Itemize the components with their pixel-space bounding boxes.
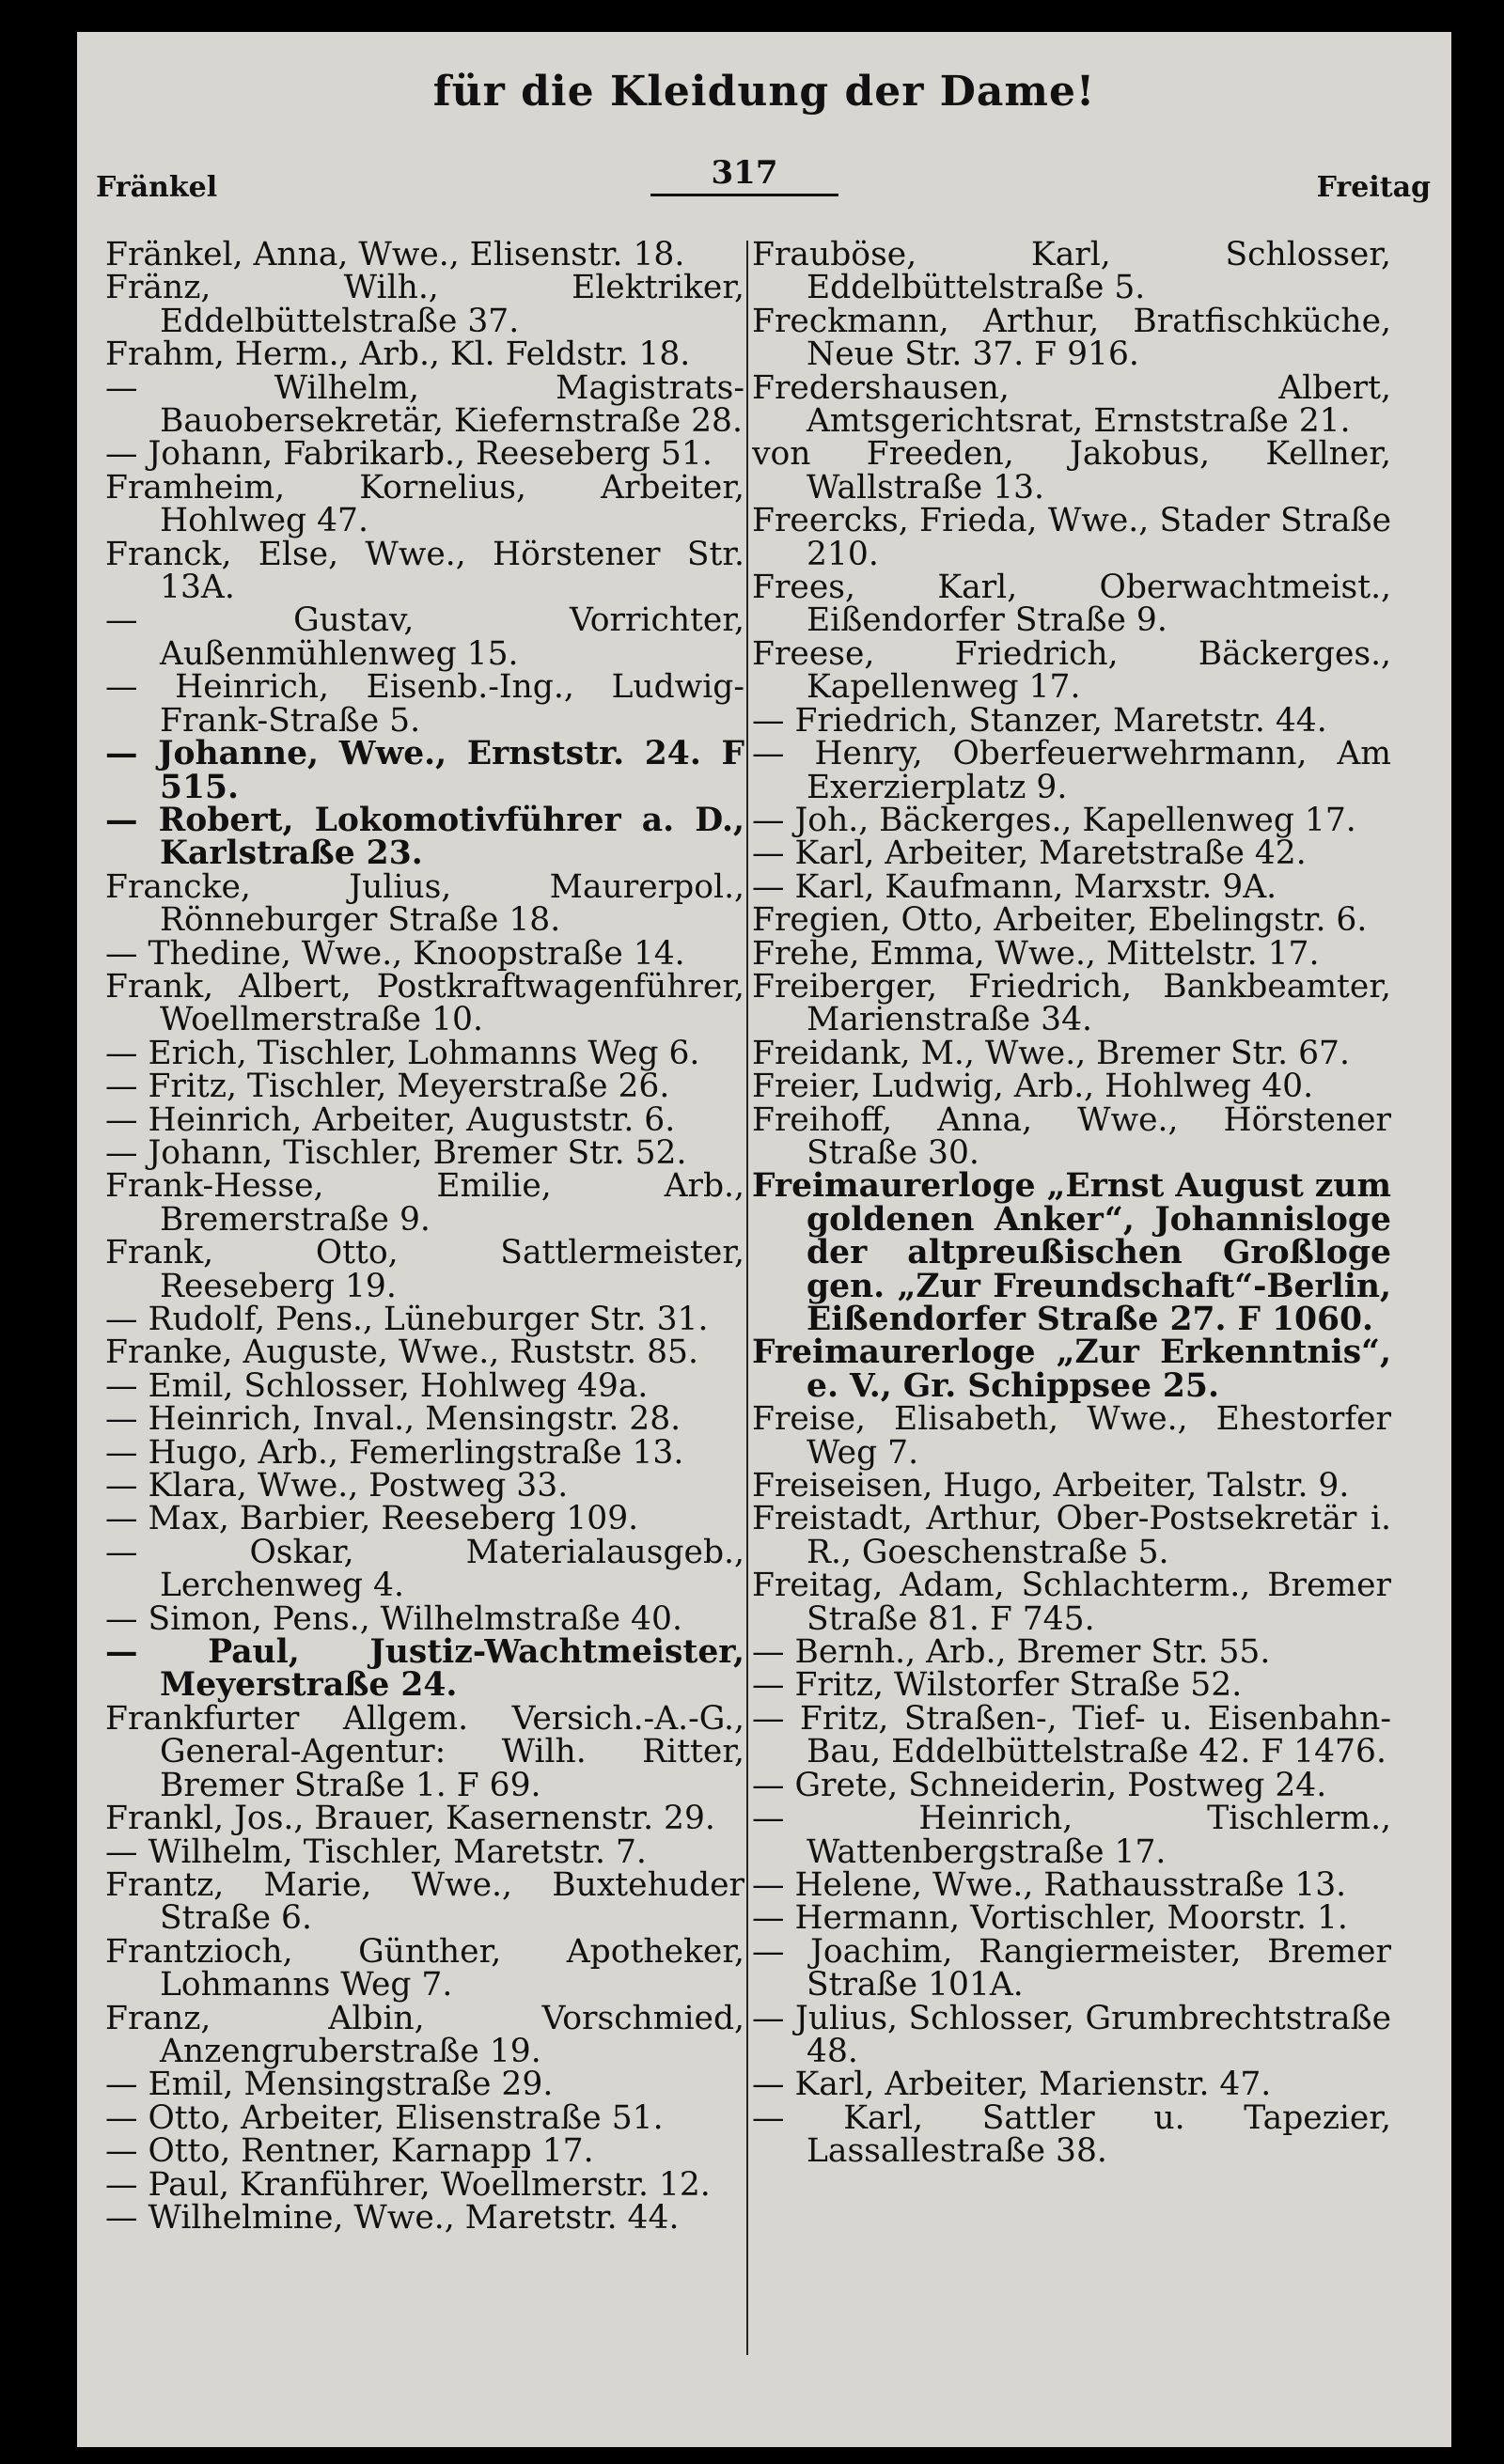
running-head-right: Freitag (1316, 171, 1431, 204)
directory-entry: — Emil, Schlosser, Hohlweg 49a. (105, 1366, 649, 1405)
directory-entry: Frankfurter Allgem. Versich.-A.-G., General-Agentur: Wilh. Ritter, Bremer Straße 1. F 69. (105, 1699, 744, 1804)
directory-entry: — Rudolf, Pens., Lüneburger Str. 31. (105, 1301, 709, 1338)
column-divider (746, 241, 748, 2355)
page-number: 317 (650, 154, 838, 196)
directory-entry: — Wilhelmine, Wwe., Maretstr. 44. (105, 2198, 680, 2236)
directory-entry: — Otto, Rentner, Karnapp 17. (105, 2132, 594, 2171)
directory-entry: — Simon, Pens., Wilhelmstraße 40. (105, 1599, 682, 1638)
directory-entry: — Karl, Sattler u. Tapezier, Lassallestraße 38. (752, 2098, 1391, 2169)
directory-entry: — Otto, Arbeiter, Elisenstraße 51. (105, 2098, 664, 2137)
directory-entry: — Johanne, Wwe., Ernststr. 24. F 515. (105, 735, 744, 806)
directory-entry: — Heinrich, Arbeiter, Auguststr. 6. (105, 1100, 676, 1139)
directory-entry: — Emil, Mensingstraße 29. (105, 2066, 554, 2104)
directory-entry: Francke, Julius, Maurerpol., Rönneburger Straße 18. (105, 867, 744, 940)
directory-entry: Fregien, Otto, Arbeiter, Ebelingstr. 6. (752, 901, 1368, 940)
directory-entry: — Paul, Kranführer, Woellmerstr. 12. (105, 2165, 711, 2204)
directory-entry: Frank-Hesse, Emilie, Arb., Bremerstraße 9. (105, 1167, 744, 1239)
directory-entry: — Joh., Bäckerges., Kapellenweg 17. (752, 801, 1356, 839)
directory-entry: Freiberger, Friedrich, Bankbeamter, Marienstraße 34. (752, 967, 1391, 1039)
directory-entry: — Karl, Kaufmann, Marxstr. 9A. (752, 867, 1277, 906)
directory-entry: — Helene, Wwe., Rathausstraße 13. (752, 1865, 1347, 1904)
directory-entry: Freihoff, Anna, Wwe., Hörstener Straße 30. (752, 1100, 1391, 1172)
directory-entry: Fränkel, Anna, Wwe., Elisenstr. 18. (105, 239, 685, 273)
directory-entry: — Erich, Tischler, Lohmanns Weg 6. (105, 1034, 700, 1072)
directory-entry: — Grete, Schneiderin, Postweg 24. (752, 1766, 1327, 1804)
directory-entry: — Heinrich, Inval., Mensingstr. 28. (105, 1400, 682, 1439)
directory-entry: — Wilhelm, Magistrats-Bauobersekretär, Kiefernstraße 28. (105, 368, 744, 441)
directory-entry: Franke, Auguste, Wwe., Ruststr. 85. (105, 1333, 698, 1372)
directory-entry: — Karl, Arbeiter, Marienstr. 47. (752, 2066, 1272, 2104)
directory-entry: Freercks, Frieda, Wwe., Stader Straße 210. (752, 502, 1391, 573)
directory-entry: Frankl, Jos., Brauer, Kasernenstr. 29. (105, 1800, 715, 1838)
directory-entry: — Fritz, Straßen-, Tief- u. Eisenbahn-Bau, Eddelbüttelstraße 42. F 1476. (752, 1699, 1391, 1771)
running-head (96, 154, 1431, 204)
directory-entry: Franck, Else, Wwe., Hörstener Str. 13A. (105, 535, 744, 607)
directory-entry: — Klara, Wwe., Postweg 33. (105, 1467, 569, 1505)
directory-entry: — Joachim, Rangiermeister, Bremer Straße 101A. (752, 1932, 1391, 2004)
directory-entry: — Robert, Lokomotivführer a. D., Karlstraße 23. (105, 801, 744, 873)
directory-entry: — Oskar, Materialausgeb., Lerchenweg 4. (105, 1533, 744, 1605)
directory-entry: — Karl, Arbeiter, Maretstraße 42. (752, 834, 1307, 873)
running-head-left: Fränkel (96, 171, 218, 204)
directory-entry: Frantz, Marie, Wwe., Buxtehuder Straße 6. (105, 1865, 744, 1938)
directory-entry: Frauböse, Karl, Schlosser, Eddelbüttelstraße 5. (752, 239, 1391, 307)
directory-entry: Freitag, Adam, Schlachterm., Bremer Straße 81. F 745. (752, 1567, 1391, 1638)
directory-entry: — Johann, Tischler, Bremer Str. 52. (105, 1133, 687, 1172)
directory-entry: — Thedine, Wwe., Knoopstraße 14. (105, 934, 685, 973)
directory-entry: — Max, Barbier, Reeseberg 109. (105, 1500, 639, 1538)
directory-entry: Fredershausen, Albert, Amtsgerichtsrat, Ernststraße 21. (752, 368, 1391, 441)
directory-entry: — Wilhelm, Tischler, Maretstr. 7. (105, 1832, 647, 1871)
directory-entry: Freimaurerloge „Ernst August zum goldenen Anker“, Johannisloge der altpreußischen Großloge gen. „Zur Freundschaft“-Berlin, Eißendorfer Straße 27. F 1060. (752, 1167, 1391, 1338)
directory-entry: Freckmann, Arthur, Bratfischküche, Neue Str. 37. F 916. (752, 302, 1391, 374)
directory-entry: — Fritz, Wilstorfer Straße 52. (752, 1666, 1243, 1705)
directory-entry: — Julius, Schlosser, Grumbrechtstraße 48. (752, 1999, 1391, 2070)
directory-entry: — Heinrich, Eisenb.-Ing., Ludwig-Frank-Straße 5. (105, 668, 744, 740)
directory-entry: — Heinrich, Tischlerm., Wattenbergstraße 17. (752, 1800, 1391, 1871)
left-column (105, 239, 744, 2235)
directory-entry: — Paul, Justiz-Wachtmeister, Meyerstraße 24. (105, 1633, 744, 1705)
directory-entry: Franz, Albin, Vorschmied, Anzengruberstraße 19. (105, 1999, 744, 2070)
directory-entry: — Gustav, Vorrichter, Außenmühlenweg 15. (105, 601, 744, 673)
page-banner: für die Kleidung der Dame! (432, 68, 1096, 116)
directory-entry: — Fritz, Tischler, Meyerstraße 26. (105, 1068, 670, 1106)
directory-entry: Frank, Otto, Sattlermeister, Reeseberg 19. (105, 1234, 744, 1305)
directory-entry: — Hermann, Vortischler, Moorstr. 1. (752, 1899, 1348, 1938)
directory-entry: Freimaurerloge „Zur Erkenntnis“, e. V., Gr. Schippsee 25. (752, 1333, 1391, 1405)
directory-entry: Frehe, Emma, Wwe., Mittelstr. 17. (752, 934, 1320, 973)
directory-entry: — Johann, Fabrikarb., Reeseberg 51. (105, 435, 713, 474)
directory-entry: Freier, Ludwig, Arb., Hohlweg 40. (752, 1068, 1314, 1106)
directory-entry: — Hugo, Arb., Femerlingstraße 13. (105, 1433, 684, 1472)
directory-entry: Frees, Karl, Oberwachtmeist., Eißendorfer Straße 9. (752, 569, 1391, 640)
directory-entry: Freiseisen, Hugo, Arbeiter, Talstr. 9. (752, 1467, 1350, 1505)
directory-entry: Frantzioch, Günther, Apotheker, Lohmanns Weg 7. (105, 1932, 744, 2004)
directory-entry: Freistadt, Arthur, Ober-Postsekretär i. R., Goeschenstraße 5. (752, 1500, 1391, 1571)
directory-entry: — Friedrich, Stanzer, Maretstr. 44. (752, 701, 1327, 740)
directory-entry: Fränz, Wilh., Elektriker, Eddelbüttelstraße 37. (105, 269, 744, 340)
directory-entry: Freese, Friedrich, Bäckerges., Kapellenweg 17. (752, 634, 1391, 707)
directory-entry: Frahm, Herm., Arb., Kl. Feldstr. 18. (105, 335, 691, 374)
directory-entry: Freise, Elisabeth, Wwe., Ehestorfer Weg 7. (752, 1400, 1391, 1472)
right-column (752, 239, 1391, 2169)
directory-entry: Framheim, Kornelius, Arbeiter, Hohlweg 47. (105, 468, 744, 540)
directory-entry: Freidank, M., Wwe., Bremer Str. 67. (752, 1034, 1350, 1072)
directory-page (77, 32, 1451, 2447)
directory-entry: Frank, Albert, Postkraftwagenführer, Woellmerstraße 10. (105, 967, 744, 1039)
directory-entry: — Henry, Oberfeuerwehrmann, Am Exerzierplatz 9. (752, 735, 1391, 806)
directory-entry: — Bernh., Arb., Bremer Str. 55. (752, 1633, 1271, 1672)
directory-entry: von Freeden, Jakobus, Kellner, Wallstraße 13. (752, 435, 1391, 507)
